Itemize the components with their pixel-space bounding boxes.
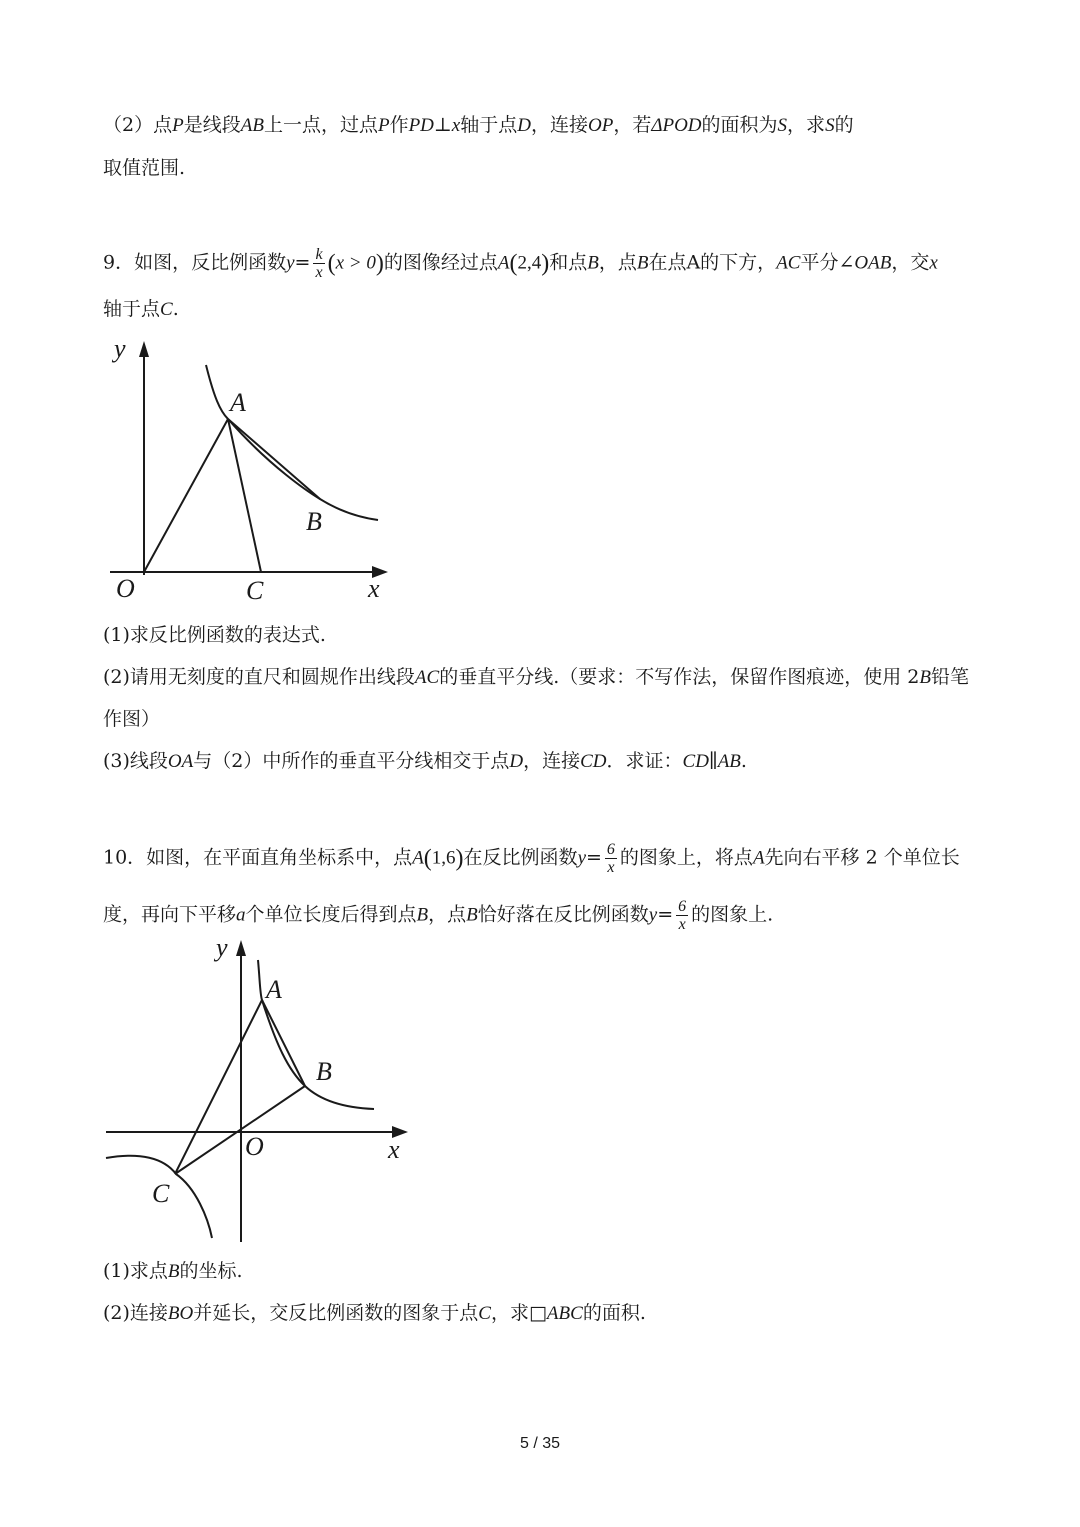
- segment-AC: [228, 419, 261, 572]
- label-A: A: [266, 975, 282, 1004]
- label-O: O: [245, 1132, 264, 1161]
- missing-glyph-box: □: [528, 1302, 547, 1324]
- label-C: C: [246, 576, 264, 605]
- figure-q9: [100, 335, 400, 610]
- fraction-k-over-x: $\frac{k}{x}$: [315, 246, 323, 281]
- q8-part2-line1: （2）点P是线段AB上一点，过点P作PD⊥x轴于点D，连接OP，若ΔPOD的面积为S，求S的: [103, 114, 854, 136]
- segment-OA: [144, 419, 228, 572]
- q9-sub1: (1)求反比例函数的表达式.: [103, 624, 326, 646]
- segment-AB: [262, 1000, 305, 1086]
- q9-sub3: (3)线段OA与（2）中所作的垂直平分线相交于点D，连接CD．求证：CD∥AB.: [103, 750, 747, 772]
- label-O: O: [116, 574, 135, 603]
- page-number: 5 / 35: [519, 1435, 561, 1452]
- seg-PD: PD: [408, 115, 434, 136]
- q10-stem-line2: 度，再向下平移a个单位长度后得到点B，点B恰好落在反比例函数y= $\frac{6}{x}$ 的图象上.: [103, 898, 774, 933]
- q10-stem-line1: 10．如图，在平面直角坐标系中，点A(1,6)在反比例函数y= $\frac{6}{x}$ 的图象上，将点A先向右平移 2 个单位长: [103, 841, 960, 876]
- perp-symbol: ⊥: [433, 114, 452, 136]
- var-S: S: [825, 115, 835, 136]
- label-y: y: [216, 933, 228, 962]
- q8-part2-line2: 取值范围.: [103, 157, 186, 179]
- parallel-symbol: ∥: [708, 750, 718, 772]
- var-D: D: [517, 115, 531, 136]
- figure-q10: [100, 932, 420, 1252]
- var-S: S: [777, 115, 788, 136]
- seg-OP: OP: [587, 115, 614, 136]
- label-B: B: [306, 507, 322, 536]
- triangle-POD: ΔPOD: [651, 115, 702, 136]
- label-x: x: [388, 1135, 400, 1164]
- fraction-6-over-x: $\frac{6}{x}$: [678, 898, 687, 933]
- q9-stem-line2: 轴于点C.: [103, 298, 179, 320]
- label-B: B: [316, 1057, 332, 1086]
- q9-sub2-line1: (2)请用无刻度的直尺和圆规作出线段AC的垂直平分线.（要求：不写作法，保留作图痕迹，使用 2B铅笔: [103, 666, 969, 688]
- q10-sub1: (1)求点B的坐标.: [103, 1260, 243, 1282]
- label-x: x: [368, 574, 380, 603]
- q9-sub2-line2: 作图）: [103, 708, 161, 730]
- var-P: P: [172, 115, 184, 136]
- var-P: P: [377, 115, 390, 136]
- seg-AB: AB: [240, 115, 264, 136]
- y-axis-arrow: [139, 341, 149, 357]
- label-y: y: [114, 334, 126, 363]
- label-A: A: [230, 388, 246, 417]
- q10-sub2: (2)连接BO并延长，交反比例函数的图象于点C，求□ABC的面积.: [103, 1302, 646, 1324]
- fraction-6-over-x: $\frac{6}{x}$: [606, 841, 615, 876]
- q9-stem-line1: 9．如图，反比例函数y= $\frac{k}{x}$ (x > 0)的图像经过点A(2,4)和点B，点B在点A的下方，AC平分∠OAB，交x: [103, 246, 938, 281]
- label-C: C: [152, 1179, 170, 1208]
- var-x: x: [451, 115, 461, 136]
- y-axis-arrow: [236, 940, 246, 956]
